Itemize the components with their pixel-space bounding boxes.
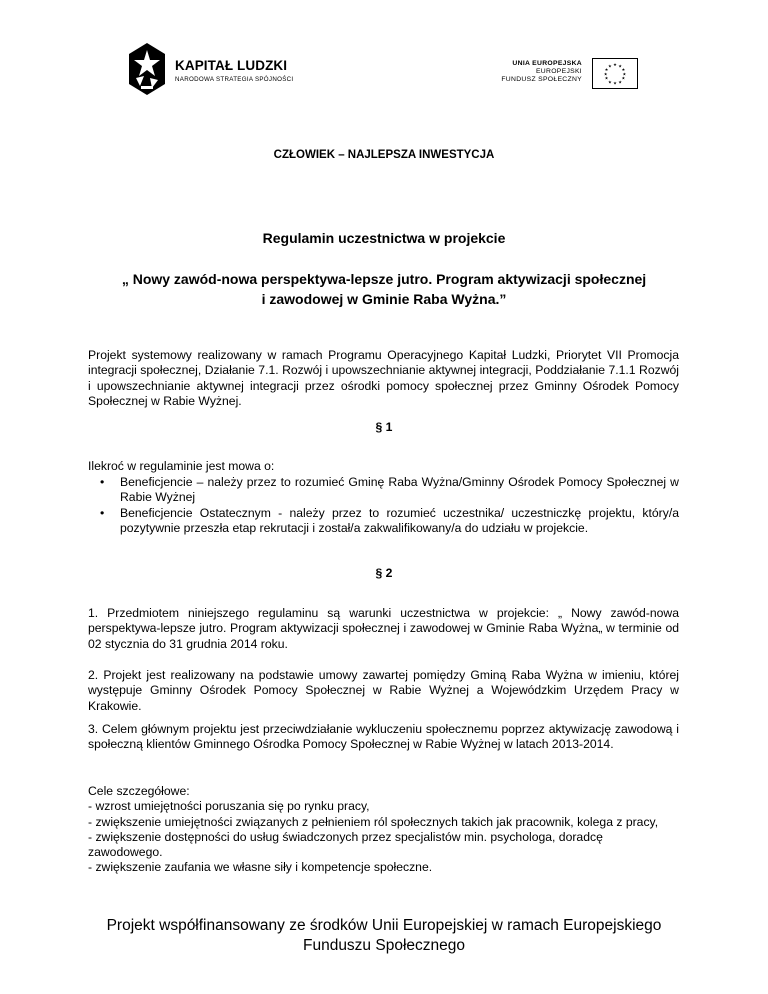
svg-text:★: ★: [604, 67, 609, 73]
section-1-heading: § 1: [375, 420, 393, 434]
section-1-bullets: [88, 475, 679, 536]
eu-line-1: UNIA EUROPEJSKA: [512, 60, 582, 67]
section-2-heading: § 2: [375, 566, 393, 580]
footer-line-2: Funduszu Społecznego: [302, 937, 465, 954]
section-2-paragraph-2: 2. Projekt jest realizowany na podstawie umowy zawartej pomiędzy Gminą Raba Wyżna w imieniu, której występuje Gminny Ośrodek Pomocy Społecznej w Rabie Wyżnej a Wojewódzkim Urzędem Pracy w Krakowie.: [88, 668, 679, 713]
svg-text:★: ★: [613, 62, 617, 68]
section-1-lead: Ilekroć w regulaminie jest mowa o:: [88, 459, 275, 473]
goal-item: - wzrost umiejętności poruszania się po rynku pracy,: [88, 799, 370, 814]
intro-paragraph: Projekt systemowy realizowany w ramach Programu Operacyjnego Kapitał Ludzki, Priorytet VII Promocja integracji społecznej, Działanie 7.1. Rozwój i upowszechnianie aktywnej integracji, Poddziałanie 7.1.1 Rozwój i upowszechnianie aktywnej integracji przez ośrodki pomocy społecznej przez Gminny Ośrodek Pomocy Społecznej w Rabie Wyżnej.: [88, 348, 679, 408]
subtitle-line-2: i zawodowej w Gminie Raba Wyżna.”: [261, 291, 507, 307]
kapital-ludzki-title: KAPITAŁ LUDZKI: [175, 58, 288, 73]
list-item: • Beneficjencie – należy przez to rozumieć Gminę Raba Wyżna/Gminny Ośrodek Pomocy Społecznej w Rabie Wyżnej: [100, 475, 679, 505]
kapital-ludzki-emblem-icon: [128, 42, 166, 96]
eu-line-3: FUNDUSZ SPOŁECZNY: [501, 76, 582, 84]
eu-text: [501, 60, 582, 85]
subtitle-line-1: „ Nowy zawód-nowa perspektywa-lepsze jutro. Program aktywizacji społecznej: [121, 271, 647, 287]
svg-text:★: ★: [607, 63, 612, 69]
svg-text:★: ★: [607, 79, 612, 85]
goals-block: [88, 784, 679, 876]
svg-text:★: ★: [618, 79, 623, 85]
motto: CZŁOWIEK – NAJLEPSZA INWESTYCJA: [273, 149, 495, 161]
footer-note: [0, 916, 768, 956]
bullet-text: Beneficjencie – należy przez to rozumieć Gminę Raba Wyżna/Gminny Ośrodek Pomocy Społecznej w Rabie Wyżnej: [120, 475, 679, 505]
footer-line-1: Projekt współfinansowany ze środków Unii Europejskiej w ramach Europejskiego: [106, 917, 662, 934]
document-title: Regulamin uczestnictwa w projekcie: [262, 230, 506, 246]
goal-item: - zwiększenie umiejętności związanych z pełnieniem ról społecznych takich jak pracownik, kolega z pracy,: [88, 814, 659, 829]
bullet-text: Beneficjencie Ostatecznym - należy przez to rozumieć uczestnika/ uczestniczkę projektu, który/a pozytywnie przeszła etap rekrutacji i został/a zakwalifikowany/a do udziału w projekcie.: [120, 505, 679, 535]
svg-text:★: ★: [622, 71, 627, 77]
kapital-ludzki-subtitle: NARODOWA STRATEGIA SPÓJNOŚCI: [175, 76, 294, 83]
document-subtitle: [0, 269, 768, 309]
section-2-paragraph-3: 3. Celem głównym projektu jest przeciwdziałanie wykluczeniu społecznemu poprzez aktywizację zawodową i społeczną klientów Gminnego Ośrodka Pomocy Społecznej w Rabie Wyżnej w latach 2013-2014.: [88, 722, 679, 752]
svg-text:★: ★: [621, 75, 626, 81]
svg-text:★: ★: [603, 71, 608, 77]
svg-text:★: ★: [613, 80, 617, 86]
goal-item: - zwiększenie zaufania we własne siły i kompetencje społeczne.: [88, 860, 433, 875]
eu-line-2: EUROPEJSKI: [535, 68, 582, 76]
svg-text:★: ★: [604, 75, 609, 81]
goals-lead: Cele szczegółowe:: [88, 784, 190, 798]
list-item: • Beneficjencie Ostatecznym - należy przez to rozumieć uczestnika/ uczestniczkę projektu, który/a pozytywnie przeszła etap rekrutacji i został/a zakwalifikowany/a do udziału w projekcie.: [100, 505, 679, 535]
goal-item: - zwiększenie dostępności do usług świadczonych przez specjalistów min. psychologa, doradcę zawodowego.: [88, 829, 603, 860]
section-2-paragraph-1: 1. Przedmiotem niniejszego regulaminu są warunki uczestnictwa w projekcie: „ Nowy zawód-nowa perspektywa-lepsze jutro. Program aktywizacji społecznej i zawodowej w Gminie Raba Wyżna„ w terminie od 02 stycznia do 31 grudnia 2014 roku.: [88, 606, 679, 651]
kapital-ludzki-logo: [128, 42, 328, 98]
svg-text:★: ★: [618, 63, 623, 69]
svg-text:★: ★: [621, 67, 626, 73]
eu-logo: [498, 58, 638, 96]
eu-flag-icon: [592, 58, 638, 89]
